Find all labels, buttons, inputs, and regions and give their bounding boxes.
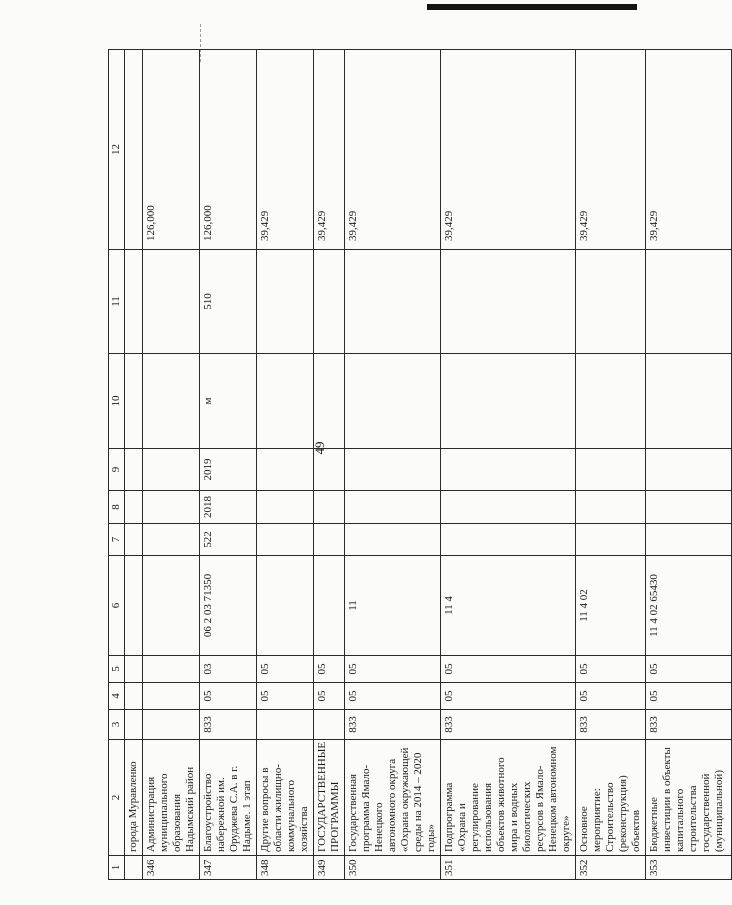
table-cell-5 <box>143 656 200 683</box>
table-cell-9 <box>314 449 345 491</box>
table-cell-9 <box>646 449 732 491</box>
table-cell-1: 351 <box>441 856 576 880</box>
table-cell-3: 833 <box>576 710 646 740</box>
table-cell-8 <box>314 491 345 524</box>
table-cell-11: 510 <box>200 250 257 354</box>
table-cell-9 <box>143 449 200 491</box>
table-cell-6 <box>257 556 314 656</box>
table-cell-8 <box>576 491 646 524</box>
table-cell-2: Благоустройство набережной им. Оруджева С.А. в г. Надыме. 1 этап <box>200 740 257 856</box>
table-cell-7 <box>576 524 646 556</box>
header-cell-6: 6 <box>109 556 125 656</box>
table-cell-3: 833 <box>345 710 441 740</box>
table-cell-4: 05 <box>257 683 314 710</box>
table-cell-10 <box>314 354 345 449</box>
table-cell-11 <box>646 250 732 354</box>
table-cell-12: 126,000 <box>200 50 257 250</box>
table-cell-8 <box>441 491 576 524</box>
table-cell-1 <box>125 856 143 880</box>
table-cell-12: 126,000 <box>143 50 200 250</box>
table-cell-6: 11 4 02 65430 <box>646 556 732 656</box>
table-cell-3: 833 <box>200 710 257 740</box>
header-row <box>109 50 125 880</box>
table-cell-5: 05 <box>314 656 345 683</box>
table-cell-2: Администрация муниципального образования Надымский район <box>143 740 200 856</box>
table-cell-4: 05 <box>646 683 732 710</box>
table-cell-4 <box>143 683 200 710</box>
table-cell-4 <box>125 683 143 710</box>
header-cell-3: 3 <box>109 710 125 740</box>
table-cell-8: 2018 <box>200 491 257 524</box>
table-cell-9 <box>441 449 576 491</box>
table-row <box>576 50 646 880</box>
table-cell-7: 522 <box>200 524 257 556</box>
table-row <box>345 50 441 880</box>
table-cell-12: 39,429 <box>345 50 441 250</box>
table-cell-11 <box>257 250 314 354</box>
table-cell-11 <box>441 250 576 354</box>
table-cell-1: 353 <box>646 856 732 880</box>
table-cell-11 <box>576 250 646 354</box>
table-cell-7 <box>125 524 143 556</box>
table-cell-1: 349 <box>314 856 345 880</box>
table-cell-10 <box>576 354 646 449</box>
table-cell-3 <box>143 710 200 740</box>
table-cell-10 <box>441 354 576 449</box>
table-cell-5: 05 <box>257 656 314 683</box>
table-row <box>143 50 200 880</box>
table-cell-2: Государственная программа Ямало-Ненецкого автономного округа «Охрана окружающей среды на 2014 – 2020 годы» <box>345 740 441 856</box>
table-cell-7 <box>257 524 314 556</box>
table-cell-11 <box>345 250 441 354</box>
table-cell-2: Основное мероприятие: Строительство (реконструкция) объектов <box>576 740 646 856</box>
header-cell-10: 10 <box>109 354 125 449</box>
table-cell-12: 39,429 <box>646 50 732 250</box>
table-cell-3: 833 <box>441 710 576 740</box>
header-cell-1: 1 <box>109 856 125 880</box>
table-cell-8 <box>125 491 143 524</box>
table-cell-12: 39,429 <box>441 50 576 250</box>
table-cell-9: 2019 <box>200 449 257 491</box>
table-cell-2: ГОСУДАРСТВЕННЫЕ ПРОГРАММЫ <box>314 740 345 856</box>
table-cell-5: 05 <box>345 656 441 683</box>
table-row <box>646 50 732 880</box>
table-cell-7 <box>314 524 345 556</box>
table-cell-7 <box>345 524 441 556</box>
table-cell-4: 05 <box>576 683 646 710</box>
header-cell-4: 4 <box>109 683 125 710</box>
table-cell-9 <box>257 449 314 491</box>
table-cell-5 <box>125 656 143 683</box>
table-cell-1: 348 <box>257 856 314 880</box>
table-cell-10 <box>143 354 200 449</box>
table-cell-2: города Муравленко <box>125 740 143 856</box>
budget-table <box>108 49 732 880</box>
table-cell-12: 39,429 <box>314 50 345 250</box>
table-cell-9 <box>345 449 441 491</box>
table-cell-10 <box>646 354 732 449</box>
table-cell-5: 05 <box>441 656 576 683</box>
table-cell-10 <box>125 354 143 449</box>
table-cell-1: 347 <box>200 856 257 880</box>
table-cell-7 <box>143 524 200 556</box>
table-row <box>200 50 257 880</box>
table-cell-8 <box>646 491 732 524</box>
table-cell-8 <box>345 491 441 524</box>
table-cell-4: 05 <box>200 683 257 710</box>
table-cell-6 <box>125 556 143 656</box>
header-cell-5: 5 <box>109 656 125 683</box>
page-number: 49 <box>312 441 327 455</box>
table-cell-1: 350 <box>345 856 441 880</box>
table-cell-3 <box>257 710 314 740</box>
table-cell-6 <box>314 556 345 656</box>
header-cell-2: 2 <box>109 740 125 856</box>
table-cell-3: 833 <box>646 710 732 740</box>
table-cell-10 <box>345 354 441 449</box>
table-cell-10: м <box>200 354 257 449</box>
table-cell-12: 39,429 <box>576 50 646 250</box>
table-cell-3 <box>125 710 143 740</box>
table-cell-2: Другие вопросы в области жилищно-коммунального хозяйства <box>257 740 314 856</box>
table-cell-12 <box>125 50 143 250</box>
header-cell-7: 7 <box>109 524 125 556</box>
table-cell-4: 05 <box>314 683 345 710</box>
table-cell-1: 352 <box>576 856 646 880</box>
table-cell-5: 05 <box>646 656 732 683</box>
table-cell-9 <box>576 449 646 491</box>
table-row <box>257 50 314 880</box>
table-cell-6: 11 4 <box>441 556 576 656</box>
table-cell-7 <box>441 524 576 556</box>
table-cell-6: 11 <box>345 556 441 656</box>
table-cell-4: 05 <box>441 683 576 710</box>
header-cell-12: 12 <box>109 50 125 250</box>
table-cell-11 <box>314 250 345 354</box>
table-cell-5: 05 <box>576 656 646 683</box>
table-cell-1: 346 <box>143 856 200 880</box>
table-cell-5: 03 <box>200 656 257 683</box>
table-cell-2: Бюджетные инвестиции в объекты капитального строительства государственной (муниципальной) <box>646 740 732 856</box>
table-cell-6 <box>143 556 200 656</box>
header-cell-11: 11 <box>109 250 125 354</box>
table-cell-6: 06 2 03 71350 <box>200 556 257 656</box>
table-cell-12: 39,429 <box>257 50 314 250</box>
table-row <box>125 50 143 880</box>
table-cell-9 <box>125 449 143 491</box>
scan-mark <box>427 4 637 10</box>
table-row <box>441 50 576 880</box>
table-cell-4: 05 <box>345 683 441 710</box>
header-cell-9: 9 <box>109 449 125 491</box>
table-cell-8 <box>143 491 200 524</box>
table-cell-2: Подпрограмма «Охрана и регулирование использования объектов животного мира и водных биологических ресурсов в Ямало-Ненецком автономном округе» <box>441 740 576 856</box>
table-cell-3 <box>314 710 345 740</box>
table-cell-8 <box>257 491 314 524</box>
table-cell-7 <box>646 524 732 556</box>
table-cell-10 <box>257 354 314 449</box>
budget-table-rotated <box>108 50 725 880</box>
header-cell-8: 8 <box>109 491 125 524</box>
table-cell-11 <box>125 250 143 354</box>
table-cell-11 <box>143 250 200 354</box>
table-row <box>314 50 345 880</box>
table-cell-6: 11 4 02 <box>576 556 646 656</box>
